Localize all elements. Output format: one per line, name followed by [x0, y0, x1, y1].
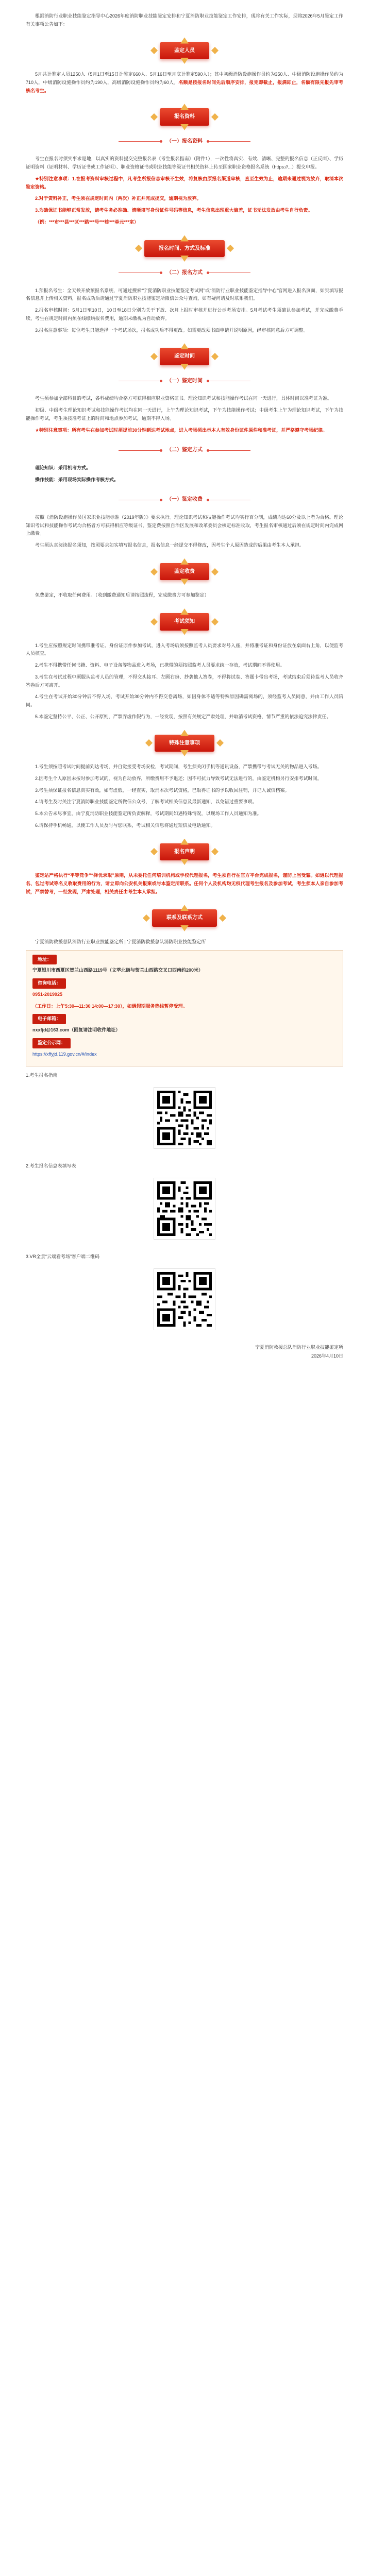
signature-block: [26, 1344, 343, 1361]
signature-date: 2026年4月10日: [311, 1353, 343, 1359]
s7-item-4: 4.考生在考试开始30分钟后不得入场，考试开始30分钟内不得交卷离场，如因身体不适等特殊原因确需离场的，须经监考人员同意，并由工作人员陪同。: [26, 694, 343, 707]
qr-code-1[interactable]: [26, 1087, 343, 1149]
s7-item-2: 2.考生不得携带任何书籍、资料、电子设备等物品进入考场，已携带的须按照监考人员要求统一存放，考试期间不得使用。: [35, 663, 285, 668]
email-title: 电子邮箱：: [32, 1014, 66, 1024]
s7-item-1: 1.考生应按照规定时间携带准考证、身份证原件参加考试，进入考场后须按照监考人员要求对号入座，并将准考证和身份证放在桌面右上角，以便监考人员核查。: [26, 642, 343, 656]
section-header-3: [26, 240, 343, 258]
section-header-6: [26, 563, 343, 581]
s3-paragraph-2: 2.报名审核时间：5月1日至10日，10日至18日分别为关于下放、次月上报时审核并进行公示考场安排。5月考试考生须确认参加考试，并完成缴费手续，考生在规定时间内须在线缴纳报名费用，逾期未缴视为自动放弃。: [26, 308, 343, 321]
s9-declaration: 鉴定站严格执行“平等竞争”“择优录取”原则，从未委托任何培训机构或学校代理报名，考生须自行在官方平台完成报名，谨防上当受骗。如遇以代理报名、包过考试等名义收取费用的行为，请立即向公安机关报案或与本鉴定所联系。任何个人及机构均无权代理考生报名及参加考试，考生须本人亲自参加考试，严禁替考，一经发现，严肃处理，相关责任由考生本人承担。: [26, 873, 343, 894]
subheader-s3: （二）报名方式: [26, 268, 343, 278]
section-header-7: [26, 613, 343, 631]
subheader-s5: （二）鉴定方式: [26, 446, 343, 455]
s8-item-2: 2.因考生个人原因未按时参加考试的，视为自动放弃，所缴费用不予退还；因不可抗力导致考试无法进行的，由鉴定机构另行安排考试时间。: [35, 775, 322, 781]
qr-code-icon: [154, 1087, 215, 1149]
s8-item-4: 4.请考生及时关注宁夏消防职业技能鉴定所微信公众号，了解考试相关信息及最新通知，以免错过重要事项。: [35, 799, 257, 805]
qr1-label: 1.考生报名指南: [26, 1073, 58, 1078]
intro-paragraph: 根据消防行业职业技能鉴定指导中心2026年度消防职业技能鉴定安排和宁夏消防职业技能鉴定工作安排，现将有关工作实际，现将2026年5月鉴定工作有关事项公告如下：: [26, 13, 343, 27]
section-1-title: 鉴定人员: [174, 47, 195, 54]
signature-org: 宁夏消防救援总队消防行业职业技能鉴定所: [255, 1344, 343, 1350]
section-3-title: 报名时间、方式及标准: [159, 245, 210, 251]
section-header-4: [26, 348, 343, 365]
section-header-10: [26, 909, 343, 927]
phone-title: 咨询电话：: [32, 978, 66, 989]
contact-box: [26, 950, 343, 1067]
website-title: 鉴定公示网：: [32, 1038, 71, 1048]
qr-code-3[interactable]: [26, 1268, 343, 1330]
s1-red-note: 名额是按报名时间先后顺序安排，报完即截止，报满即止，名额有限先报先审考核名考生。: [26, 79, 343, 93]
email-value[interactable]: nxxfjd@163.com（回复请注明收件地址）: [32, 1027, 121, 1032]
s8-item-6: 6.请保持手机畅通，以便工作人员及时与您联系，考试相关信息将通过短信及电话通知。: [35, 822, 215, 828]
qr-code-icon: [154, 1178, 215, 1240]
qr2-label: 2.考生报名信息表填写表: [26, 1163, 76, 1168]
s1-paragraph: 5月共计鉴定人员1250人（5月1日至15日计鉴定660人、5月16日至月底计鉴定590人）；其中初级消防设施操作员约为350人、中级消防设施操作员约为710人，中级消防设施操作员约为190人，高级消防设施操作员约为60人。名额是按报名时间先后顺序安排，报完即截止，报满即止，名额有限先报先审考核名考生。: [26, 72, 343, 93]
office-hours: （工作日：上午5:30—11:30 14:00—17:30），如遇假期服务热线暂停受理。: [32, 1003, 188, 1009]
section-6-title: 鉴定收费: [174, 568, 195, 574]
s10-paragraph: 宁夏消防救援总队消防行业职业技能鉴定所 | 宁夏消防救援总队消防职业技能鉴定所: [35, 939, 206, 944]
subheader-s4: （一）鉴定时间: [26, 377, 343, 386]
s3-paragraph-3: 3.报名注意事项：每位考生只能选择一个考试场次，报名成功后不得更改。如需更改须书面申请并说明原因，经审核同意后方可调整。: [35, 327, 308, 333]
s2-red-4: （例：***市***县***区***路***号***栋***单元***室）: [35, 219, 139, 225]
s8-item-5: 5.本公告未尽事宜，由宁夏消防职业技能鉴定所负责解释，考试期间如遇特殊情况，以现场工作人员通知为准。: [35, 811, 262, 816]
s4-paragraph-1: 考生须参加全部科目的考试，各科成绩均合格方可获得相应职业资格证书。理论知识考试和技能操作考试在同一天进行，具体时间以准考证为准。: [35, 396, 332, 401]
section-7-title: 考试须知: [174, 619, 195, 624]
s5-paragraph-2: 操作技能：采用现场实际操作考核方式。: [35, 477, 119, 482]
qr3-label: 3.VR全景“云端看考场”客户端二维码: [26, 1253, 100, 1259]
subheader-s6: （一）鉴定收费: [26, 495, 343, 504]
s6-paragraph-1: 按照《消防设施操作员国家职业技能标准（2019年版）》要求执行。理论知识考试和技能操作考试均实行百分制，成绩均达60分及以上者为合格。理论知识考试和技能操作考试均合格者方可获得相应等级证书，鉴定费按照自治区发展和改革委员会核定标准收取，考生报名审核通过后须在规定时间内完成网上缴费。: [26, 514, 343, 536]
s7-fee-paragraph: 免费鉴定，不收取任何费用。（收到缴费通知后请按照流程，完成缴费方可参加鉴定）: [35, 592, 209, 598]
section-4-title: 鉴定时间: [174, 353, 195, 360]
s4-paragraph-2: 初级、中级考生理论知识考试和技能操作考试均在同一天进行，上午为理论知识考试，下午为技能操作考试；中级考生上午为理论知识考试，下午为技能操作考试，考生须按准考证上的时间和地点参加考试，逾期不得入场。: [26, 408, 343, 421]
s2-red-3: 3.为确保证书能够正常发放，请考生务必准确、清晰填写身份证件号码等信息，考生信息出现重大偏差，证书无法发放由考生自行负责。: [35, 208, 313, 213]
section-header-9: [26, 843, 343, 861]
section-header-1: [26, 42, 343, 60]
section-header-8: [26, 735, 343, 752]
s7-item-5: 5.本鉴定坚持公平、公正、公开原则，严禁弄虚作假行为，一经发现，按照有关规定严肃处理，并取消考试资格，情节严重的依法追究法律责任。: [35, 714, 331, 719]
s2-red-2: 2.对于资料补正，考生须在规定时间内（两次）补正并完成提交，逾期视为放弃。: [35, 196, 202, 201]
phone-value: 0951-2019925: [32, 991, 63, 997]
section-8-title: 特殊注意事项: [169, 740, 200, 746]
s2-paragraph: 考生在报名时须实事求是地，以真实的资料提交完整报名表《考生报名指南》（附件1），一次性将真实、有效、清晰、完整的报名信息（正反面）、学历证明资料（证明材料、学历证书或工作证明）、职业资格证书或职业技能等级证书相关资料上传至国家职业资格报名系统（https://...）提交申报。: [26, 156, 343, 170]
qr-code-2[interactable]: [26, 1178, 343, 1240]
s2-red-1: ★特别注意事项：1.在报考资料审核过程中，凡考生所报信息审核不生效，将复核由原报名渠道审核，直至生效为止，逾期未通过视为放弃，取消本次鉴定资格。: [26, 176, 343, 190]
address-title: 地址：: [32, 955, 57, 965]
section-9-title: 报名声明: [174, 849, 195, 855]
address-value: 宁夏银川市西夏区贺兰山西路1119号（文萃北街与贺兰山西路交叉口西南约200米）: [32, 968, 204, 973]
s8-item-1: 1.考生须按照考试时间提前到达考场，并自觉接受考场安检，考试期间，考生须关闭手机等通讯设备，严禁携带与考试无关的物品进入考场。: [35, 764, 322, 769]
s7-item-3: 3.考生在考试过程中须服从监考人员的管理，不得交头接耳、左顾右盼、抄袭他人答卷，不得将试卷、答题卡带出考场，考试结束后须待监考人员收齐答卷后方可离开。: [26, 674, 343, 688]
section-2-title: 报名资料: [174, 114, 195, 120]
section-header-2: [26, 108, 343, 126]
s3-paragraph-1: 1.预报名考生：全天候开放预报名系统，可通过搜索“宁夏消防职业技能鉴定考试网”或“消防行业职业技能鉴定指导中心”官网进入报名页面，如实填写报名信息并上传相关资料，报名成功后请通过宁夏消防职业技能鉴定所微信公众号查询，如有疑问请及时联系我们。: [26, 287, 343, 301]
s8-item-3: 3.考生须保证报名信息真实有效，如有虚假，一经查实，取消本次考试资格，已取得证书的予以收回注销，并记入诚信档案。: [35, 787, 290, 793]
s6-paragraph-2: 考生须认真阅读报名须知，按照要求如实填写报名信息，报名信息一经提交不得修改，因考生个人原因造成的后果由考生本人承担。: [35, 543, 305, 548]
qr-code-icon: [154, 1268, 215, 1330]
subheader-s2: （一）报名资料: [26, 137, 343, 146]
s4-red-note: ★特别注意事项：所有考生在参加考试时须提前30分钟到达考试地点，进入考场须出示本人有效身份证件原件和准考证，并严格遵守考场纪律。: [35, 427, 328, 433]
s5-paragraph-1: 理论知识：采用机考方式。: [35, 465, 91, 470]
section-10-title: 联系及联系方式: [166, 915, 203, 921]
website-link[interactable]: https://xffyjd.119.gov.cn/#/index: [32, 1051, 97, 1057]
